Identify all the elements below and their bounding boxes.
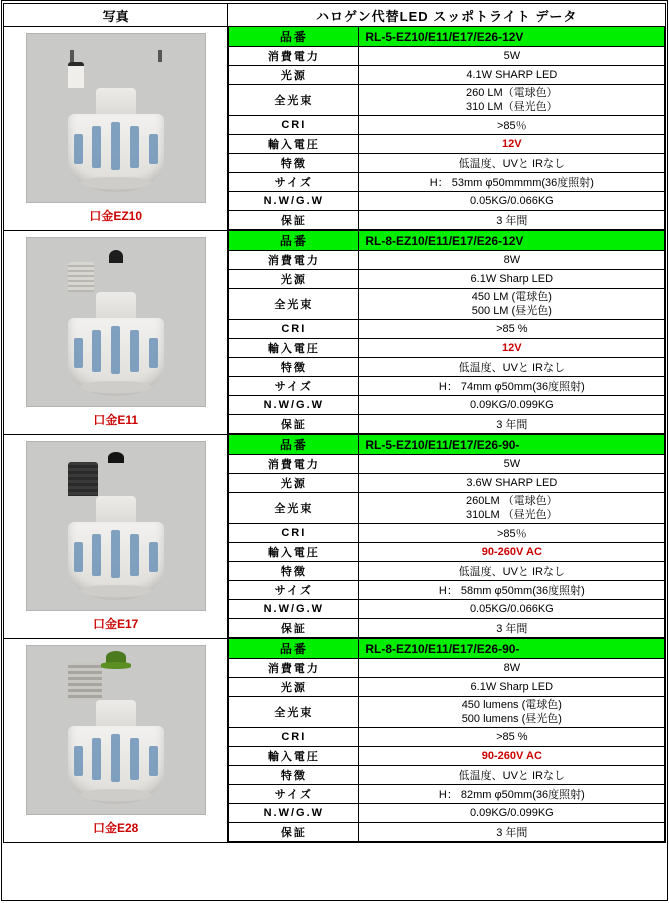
spec-row-source [229,678,665,697]
spec-label-size: サイズ [229,581,359,600]
spec-value-voltage: 90-260V AC [359,747,665,766]
flux-line-1: 450 lumens (電球色) [461,699,562,711]
base-e11-icon [68,262,94,292]
spec-row-voltage [229,543,665,562]
spec-label-voltage: 輸入電圧 [229,135,359,154]
spec-value-power: 5W [359,455,665,474]
spec-value-voltage: 12V [359,135,665,154]
spec-value-cri: >85 % [359,320,665,339]
bulb-photo [26,645,206,815]
bulb-graphic [68,662,164,804]
spec-label-model: 品番 [229,27,359,47]
spec-label-power: 消費電力 [229,251,359,270]
spec-table [228,639,665,842]
spec-value-feature: 低温度、UVと IRなし [359,154,665,173]
spec-value-warranty: 3 年間 [359,823,665,842]
spec-row-warranty [229,415,665,434]
spec-label-warranty: 保証 [229,211,359,230]
spec-label-warranty: 保証 [229,619,359,638]
spec-value-source: 3.6W SHARP LED [359,474,665,493]
flux-line-1: 260LM （電球色） [465,495,558,507]
spec-label-weight: N.W/G.W [229,600,359,619]
photo-caption: 口金E28 [92,821,139,835]
spec-table [228,27,665,230]
spec-value-size: H： 53mm φ50mmmm(36度照射) [359,173,665,192]
bulb-neck [96,88,136,114]
table-row [4,27,666,231]
spec-label-model: 品番 [229,639,359,659]
spec-value-weight: 0.09KG/0.099KG [359,804,665,823]
spec-row-weight [229,396,665,415]
table-row [4,639,666,843]
spec-value-power: 8W [359,251,665,270]
spec-table [228,435,665,638]
spec-cell [228,435,666,639]
header-title: ハロゲン代替LED スッポトライト データ [228,4,666,27]
spec-label-size: サイズ [229,377,359,396]
spec-label-voltage: 輸入電圧 [229,339,359,358]
bulb-base [68,62,164,88]
spec-row-cri [229,116,665,135]
spec-row-size [229,173,665,192]
header-photo: 写真 [4,4,228,27]
flux-line-1: 450 LM (電球色) [471,291,552,303]
spec-row-power [229,47,665,66]
spec-cell [228,639,666,843]
photo-caption: 口金EZ10 [89,209,142,223]
base-e17-icon [68,462,98,496]
spec-row-flux [229,289,665,320]
spec-value-warranty: 3 年間 [359,415,665,434]
spec-value-feature: 低温度、UVと IRなし [359,358,665,377]
spec-label-source: 光源 [229,270,359,289]
spec-row-weight [229,192,665,211]
spec-label-weight: N.W/G.W [229,804,359,823]
product-photo-cell [4,231,228,435]
spec-row-source [229,66,665,85]
green-ring [101,662,131,669]
spec-value-voltage: 90-260V AC [359,543,665,562]
spec-value-power: 5W [359,47,665,66]
spec-value-cri: >85％ [359,116,665,135]
product-photo-cell [4,27,228,231]
spec-value-size: H： 58mm φ50mm(36度照射) [359,581,665,600]
spec-label-cri: CRI [229,728,359,747]
spec-row-source [229,474,665,493]
spec-cell [228,27,666,231]
spec-value-source: 6.1W Sharp LED [359,270,665,289]
bulb-fins [74,326,158,382]
spec-value-weight: 0.09KG/0.099KG [359,396,665,415]
spec-row-feature [229,766,665,785]
bulb-photo [26,237,206,407]
bulb-reflector [68,522,164,600]
spec-value-feature: 低温度、UVと IRなし [359,766,665,785]
flux-line-2: 500 lumens (昼光色) [461,713,562,725]
spec-value-source: 6.1W Sharp LED [359,678,665,697]
spec-label-feature: 特徴 [229,562,359,581]
spec-row-feature [229,358,665,377]
spec-row-power [229,455,665,474]
spec-value-model: RL-8-EZ10/E11/E17/E26-12V [359,231,665,251]
flux-line-2: 310LM （昼光色） [465,509,558,521]
bulb-neck [96,496,136,522]
bulb-lens [80,789,152,801]
bulb-lens [80,381,152,393]
bulb-neck [96,700,136,726]
spec-row-size [229,581,665,600]
bulb-lens [80,177,152,189]
photo-caption: 口金E11 [93,413,139,427]
bulb-reflector [68,726,164,804]
spec-value-weight: 0.05KG/0.066KG [359,192,665,211]
spec-row-flux [229,85,665,116]
photo-caption: 口金E17 [92,617,139,631]
flux-line-2: 500 LM (昼光色) [471,305,552,317]
flux-line-2: 310 LM（昼光色） [465,101,558,113]
spec-label-power: 消費電力 [229,455,359,474]
table-body [4,27,666,843]
bulb-lens [80,585,152,597]
spec-label-size: サイズ [229,785,359,804]
spec-row-model [229,639,665,659]
spec-label-source: 光源 [229,66,359,85]
spec-value-size: H： 82mm φ50mm(36度照射) [359,785,665,804]
spec-row-model [229,27,665,47]
table-row [4,231,666,435]
bulb-graphic [68,62,164,192]
spec-row-weight [229,804,665,823]
spec-row-weight [229,600,665,619]
bulb-photo [26,33,206,203]
spec-value-voltage: 12V [359,339,665,358]
spec-value-cri: >85 % [359,728,665,747]
spec-label-voltage: 輸入電圧 [229,747,359,766]
spec-row-source [229,270,665,289]
spec-row-voltage [229,747,665,766]
spec-value-source: 4.1W SHARP LED [359,66,665,85]
spec-row-flux [229,493,665,524]
spec-label-cri: CRI [229,116,359,135]
spec-label-feature: 特徴 [229,358,359,377]
spec-row-model [229,231,665,251]
spec-row-size [229,377,665,396]
bulb-reflector [68,114,164,192]
spec-row-flux [229,697,665,728]
bulb-fins [74,734,158,790]
spec-label-warranty: 保証 [229,823,359,842]
spec-value-flux [359,85,665,116]
spec-row-feature [229,154,665,173]
product-photo-cell [4,435,228,639]
spec-label-flux: 全光束 [229,289,359,320]
bulb-fins [74,530,158,586]
spec-label-cri: CRI [229,524,359,543]
spec-label-flux: 全光束 [229,493,359,524]
product-spec-table [3,3,666,843]
spec-value-size: H： 74mm φ50mm(36度照射) [359,377,665,396]
spec-value-model: RL-5-EZ10/E11/E17/E26-12V [359,27,665,47]
spec-label-flux: 全光束 [229,85,359,116]
spec-label-power: 消費電力 [229,47,359,66]
spec-value-warranty: 3 年間 [359,211,665,230]
spec-row-feature [229,562,665,581]
spec-label-weight: N.W/G.W [229,396,359,415]
spec-row-warranty [229,823,665,842]
spec-label-voltage: 輸入電圧 [229,543,359,562]
spec-label-model: 品番 [229,231,359,251]
spec-value-feature: 低温度、UVと IRなし [359,562,665,581]
base-ez10-icon [68,62,84,88]
spec-label-cri: CRI [229,320,359,339]
spec-value-weight: 0.05KG/0.066KG [359,600,665,619]
spec-row-cri [229,320,665,339]
bulb-neck [96,292,136,318]
bulb-graphic [68,462,164,600]
product-photo-cell [4,639,228,843]
spec-row-power [229,251,665,270]
spec-label-power: 消費電力 [229,659,359,678]
bulb-reflector [68,318,164,396]
spec-label-source: 光源 [229,678,359,697]
spec-cell [228,231,666,435]
base-e28-icon [68,662,102,700]
table-row [4,435,666,639]
spec-label-flux: 全光束 [229,697,359,728]
spec-row-model [229,435,665,455]
spec-label-weight: N.W/G.W [229,192,359,211]
spec-row-warranty [229,211,665,230]
table-header-row [4,4,666,27]
spec-label-warranty: 保証 [229,415,359,434]
spec-label-feature: 特徴 [229,766,359,785]
spec-value-warranty: 3 年間 [359,619,665,638]
bulb-fins [74,122,158,178]
flux-line-1: 260 LM（電球色） [465,87,558,99]
spec-value-power: 8W [359,659,665,678]
spec-label-size: サイズ [229,173,359,192]
bulb-base [68,262,164,292]
spec-row-voltage [229,339,665,358]
spec-row-cri [229,524,665,543]
spec-label-source: 光源 [229,474,359,493]
spec-row-size [229,785,665,804]
bulb-graphic [68,262,164,396]
spec-label-model: 品番 [229,435,359,455]
spec-value-model: RL-8-EZ10/E11/E17/E26-90- [359,639,665,659]
bulb-base [68,662,164,700]
bulb-photo [26,441,206,611]
bulb-base [68,462,164,496]
spec-value-flux [359,697,665,728]
spec-value-flux [359,289,665,320]
spec-row-power [229,659,665,678]
spec-row-voltage [229,135,665,154]
spec-value-cri: >85％ [359,524,665,543]
spec-label-feature: 特徴 [229,154,359,173]
spec-table [228,231,665,434]
spec-row-warranty [229,619,665,638]
spec-value-model: RL-5-EZ10/E11/E17/E26-90- [359,435,665,455]
spec-row-cri [229,728,665,747]
spec-value-flux [359,493,665,524]
